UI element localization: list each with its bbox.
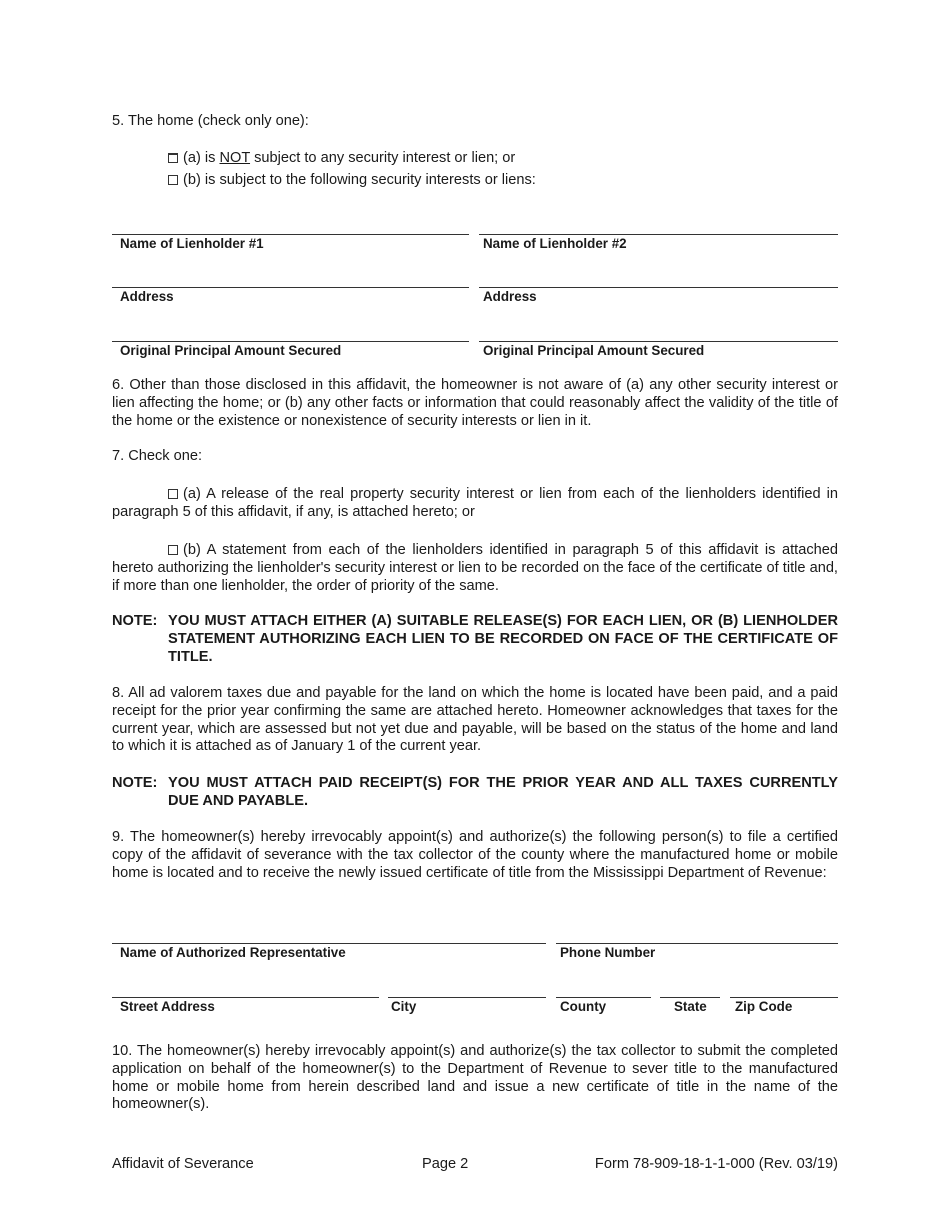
footer-page-number: Page 2 <box>422 1156 469 1172</box>
section-5-heading: 5. The home (check only one): <box>112 113 309 129</box>
note-release <box>112 613 838 666</box>
lienholder-2-amount-line[interactable] <box>479 341 838 342</box>
footer-form-number: Form 78-909-18-1-1-000 (Rev. 03/19) <box>594 1156 838 1172</box>
representative-name-label: Name of Authorized Representative <box>120 945 346 960</box>
lienholder-2-address-label: Address <box>483 289 537 304</box>
zip-code-line[interactable] <box>730 997 838 998</box>
lienholder-2-address-line[interactable] <box>479 287 838 288</box>
option-a-checkbox[interactable] <box>168 153 178 163</box>
lienholder-1-name-label: Name of Lienholder #1 <box>120 236 264 251</box>
section-5-option-b <box>168 172 536 188</box>
lienholder-1-name-line[interactable] <box>112 234 469 235</box>
option-a-suffix: subject to any security interest or lien; or <box>250 150 516 166</box>
section-7-option-b <box>112 542 838 595</box>
lienholder-2-name-label: Name of Lienholder #2 <box>483 236 627 251</box>
section-7-option-a <box>112 486 838 522</box>
section-6-paragraph: 6. Other than those disclosed in this affidavit, the homeowner is not aware of (a) any other security interest or lien affecting the home; or (b) any other facts or information that could reasonably affect the validity of the title of the home or the existence or nonexistence of security interests or lien in it. <box>112 377 838 429</box>
lienholder-1-address-line[interactable] <box>112 287 469 288</box>
section-9-paragraph: 9. The homeowner(s) hereby irrevocably appoint(s) and authorize(s) the following person(s) to file a certified copy of the affidavit of severance with the tax collector of the county where the manufactured home or mobile home is located and to receive the newly issued certificate of title from the Mississippi Department of Revenue: <box>112 829 838 881</box>
option-b-checkbox[interactable] <box>168 175 178 185</box>
section-8-paragraph: 8. All ad valorem taxes due and payable for the land on which the home is located have been paid, and a paid receipt for the prior year confirming the same are attached hereto. Homeowner acknowledges that taxes for the current year, which are assessed but not yet due and payable, will be based on the status of the home and land to which it is attached as of January 1 of the current year. <box>112 685 838 755</box>
option-a-emphasis: NOT <box>219 150 251 166</box>
section-10-paragraph: 10. The homeowner(s) hereby irrevocably appoint(s) and authorize(s) the tax collector to submit the completed application on behalf of the homeowner(s) to the Department of Revenue to sever title to the manufactured home or mobile home from herein described land and issue a new certificate of title in the name of the homeowner(s). <box>112 1043 838 1113</box>
section-7-option-a-text: (a) A release of the real property security interest or lien from each of the lienholders identified in paragraph 5 of this affidavit, if any, is attached hereto; or <box>112 486 838 520</box>
phone-number-label: Phone Number <box>560 945 656 960</box>
lienholder-2-amount-label: Original Principal Amount Secured <box>483 343 705 358</box>
state-line[interactable] <box>660 997 720 998</box>
note-receipts <box>112 775 838 811</box>
street-address-label: Street Address <box>120 999 215 1014</box>
section-7-option-b-text: (b) A statement from each of the lienholders identified in paragraph 5 of this affidavit is attached hereto authorizing the lienholder's security interest or lien to be recorded on the face of the certificate of title and, if more than one lienholder, the order of priority of the same. <box>112 542 838 594</box>
county-label: County <box>560 999 607 1014</box>
footer-form-title: Affidavit of Severance <box>112 1156 254 1172</box>
city-line[interactable] <box>388 997 546 998</box>
city-label: City <box>391 999 417 1014</box>
lienholder-1-address-label: Address <box>120 289 174 304</box>
note-receipts-label: NOTE: <box>112 775 158 791</box>
county-line[interactable] <box>556 997 651 998</box>
section-7-option-b-checkbox[interactable] <box>168 545 178 555</box>
lienholder-2-name-line[interactable] <box>479 234 838 235</box>
phone-number-line[interactable] <box>556 943 838 944</box>
option-b-label: (b) is subject to the following security interests or liens: <box>183 172 536 188</box>
lienholder-1-amount-line[interactable] <box>112 341 469 342</box>
section-5-option-a <box>168 150 515 166</box>
section-7-heading: 7. Check one: <box>112 448 203 464</box>
note-receipts-text: YOU MUST ATTACH PAID RECEIPT(S) FOR THE PRIOR YEAR AND ALL TAXES CURRENTLY DUE AND PAYABLE. <box>168 775 838 809</box>
section-7-option-a-checkbox[interactable] <box>168 489 178 499</box>
note-release-label: NOTE: <box>112 613 158 629</box>
representative-name-line[interactable] <box>112 943 546 944</box>
lienholder-1-amount-label: Original Principal Amount Secured <box>120 343 342 358</box>
zip-code-label: Zip Code <box>735 999 793 1014</box>
note-release-text: YOU MUST ATTACH EITHER (A) SUITABLE RELEASE(S) FOR EACH LIEN, OR (B) LIENHOLDER STATEMENT AUTHORIZING EACH LIEN TO BE RECORDED ON FACE OF THE CERTIFICATE OF TITLE. <box>168 613 838 665</box>
option-a-prefix: (a) is <box>183 150 220 166</box>
state-label: State <box>674 999 707 1014</box>
street-address-line[interactable] <box>112 997 379 998</box>
